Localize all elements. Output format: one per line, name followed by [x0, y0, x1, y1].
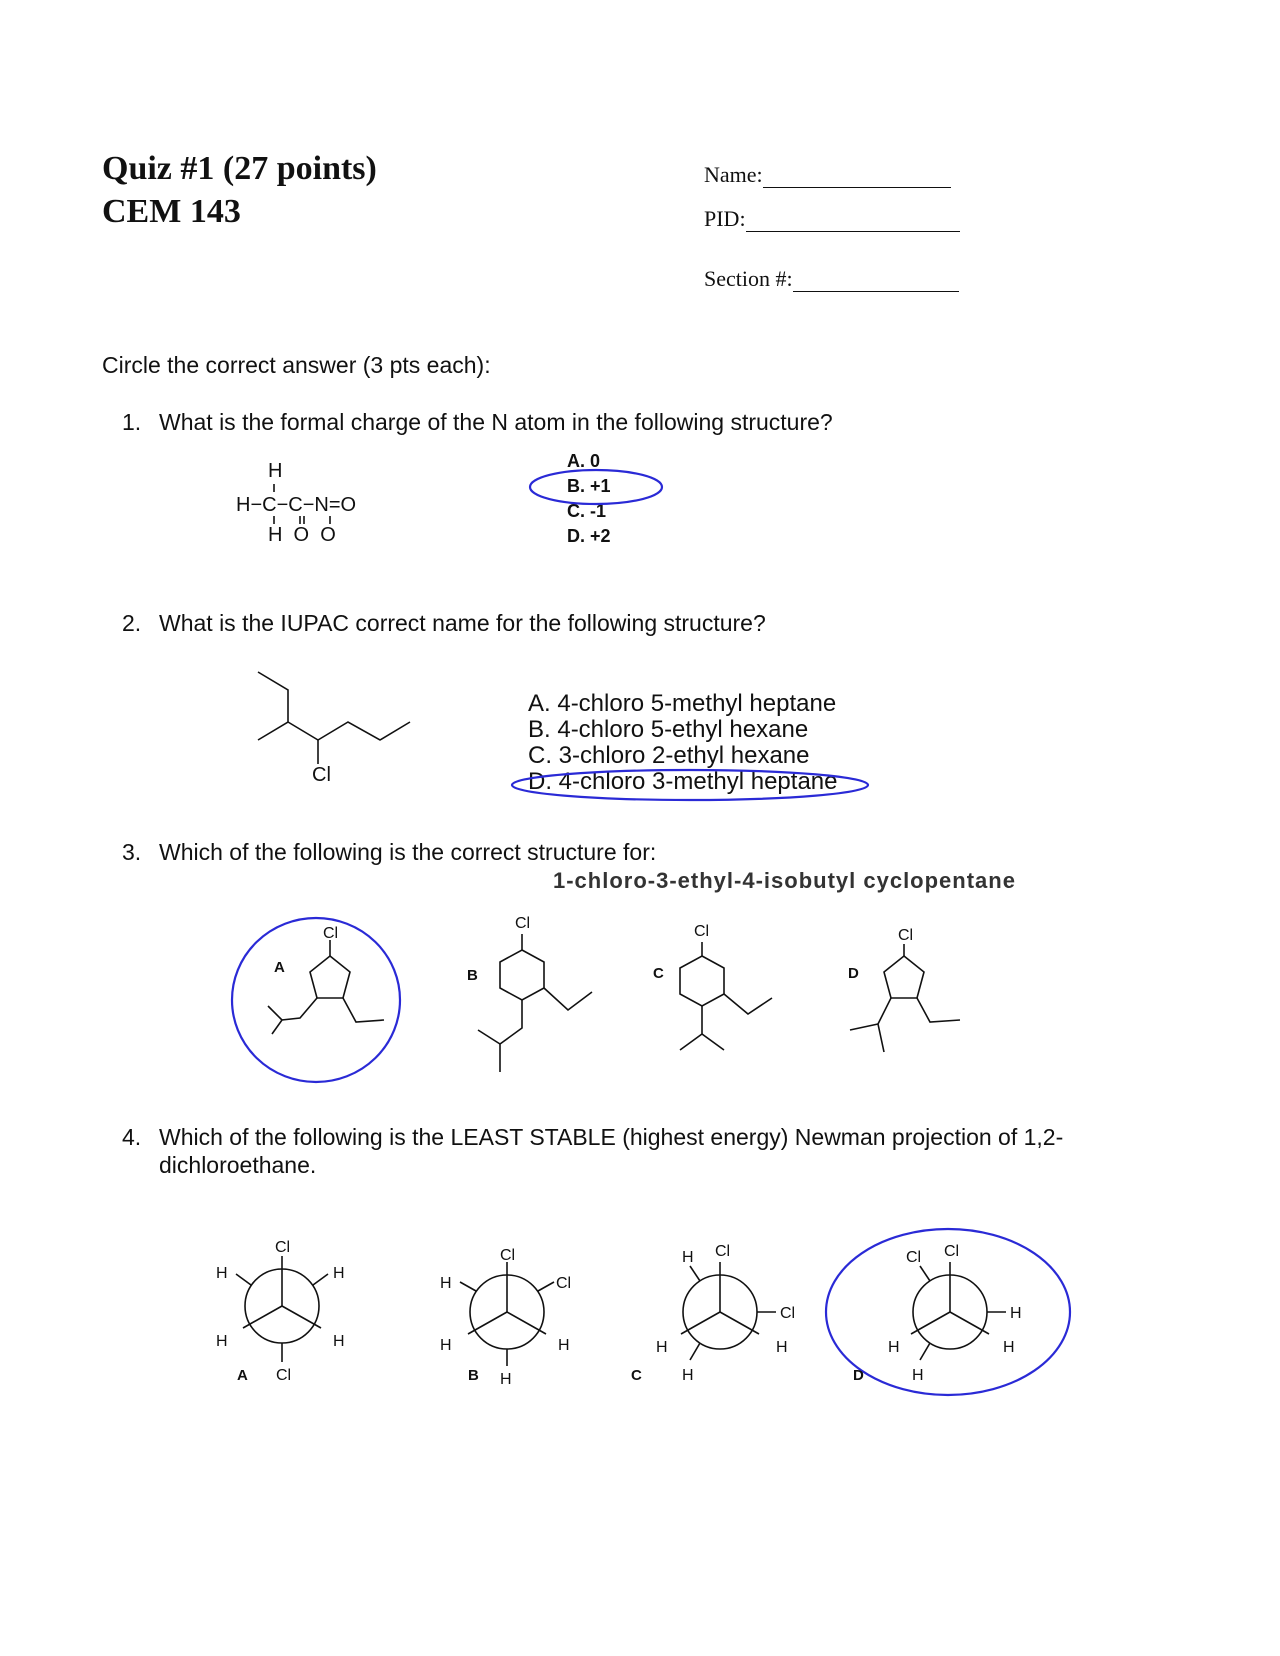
q3-structure-d	[850, 944, 960, 1052]
section-label: Section #:	[704, 266, 793, 291]
newman-a-h-ur: H	[333, 1265, 345, 1282]
q1-text: What is the formal charge of the N atom in the following structure?	[159, 409, 833, 435]
q3-cl-b: Cl	[515, 915, 531, 932]
answer-circle-q2	[512, 770, 868, 800]
q1-struct-bottom: H O O	[268, 524, 336, 546]
newman-a-h-ll: H	[216, 1333, 228, 1350]
q1-number: 1.	[122, 409, 142, 435]
newman-b-h-bottom: H	[500, 1371, 512, 1388]
newman-c-h-ll: H	[656, 1339, 668, 1356]
q2-number: 2.	[122, 610, 142, 636]
q2-skeleton-right	[288, 722, 410, 740]
q2-option-c[interactable]: C. 3-chloro 2-ethyl hexane	[528, 742, 810, 769]
newman-b-h-ul: H	[440, 1275, 452, 1292]
newman-a-h-lr: H	[333, 1333, 345, 1350]
q3-target-name: 1-chloro-3-ethyl-4-isobutyl cyclopentane	[553, 868, 1016, 893]
newman-b-cl-ur: Cl	[556, 1275, 572, 1292]
q3-text: Which of the following is the correct structure for:	[159, 839, 657, 865]
q4-number: 4.	[122, 1124, 142, 1150]
q1-struct-main: H−C−C−N=O	[236, 494, 357, 516]
newman-c-h-tl: H	[682, 1249, 694, 1266]
newman-b-cl-top: Cl	[500, 1247, 516, 1264]
q4-label-a: A	[237, 1367, 248, 1384]
course-code: CEM 143	[102, 193, 241, 230]
quiz-title: Quiz #1 (27 points)	[102, 150, 377, 187]
q2-cl-label: Cl	[312, 764, 331, 786]
newman-d	[911, 1262, 1006, 1360]
newman-d-h-ll: H	[888, 1339, 900, 1356]
newman-d-cl-top: Cl	[944, 1243, 960, 1260]
q3-number: 3.	[122, 839, 142, 865]
newman-a-cl-top: Cl	[275, 1239, 291, 1256]
newman-d-h-right: H	[1010, 1305, 1022, 1322]
q2-skeleton-chain	[258, 672, 288, 740]
q1-structure-bonds	[274, 484, 330, 524]
q2-option-d[interactable]: D. 4-chloro 3-methyl heptane	[528, 768, 838, 795]
q3-cl-c: Cl	[694, 923, 710, 940]
newman-b	[460, 1262, 554, 1366]
name-label: Name:	[704, 162, 763, 187]
newman-a-h-ul: H	[216, 1265, 228, 1282]
q3-label-b: B	[467, 967, 478, 984]
q2-text: What is the IUPAC correct name for the following structure?	[159, 610, 766, 636]
q4-text-2: dichloroethane.	[159, 1152, 317, 1178]
q3-label-d: D	[848, 965, 859, 982]
q2-option-b[interactable]: B. 4-chloro 5-ethyl hexane	[528, 716, 809, 743]
newman-d-h-lr: H	[1003, 1339, 1015, 1356]
q1-option-a[interactable]: A. 0	[567, 451, 601, 471]
q1-option-c[interactable]: C. -1	[567, 501, 607, 521]
q1-option-d[interactable]: D. +2	[567, 526, 611, 546]
q1-struct-top: H	[268, 460, 283, 482]
q1-option-b[interactable]: B. +1	[567, 476, 611, 496]
newman-b-h-lr: H	[558, 1337, 570, 1354]
q3-structure-b	[478, 934, 592, 1072]
q3-label-a: A	[274, 959, 285, 976]
q3-cl-a: Cl	[323, 925, 339, 942]
q3-structure-a	[268, 940, 384, 1034]
newman-b-h-ll: H	[440, 1337, 452, 1354]
instructions: Circle the correct answer (3 pts each):	[102, 352, 491, 378]
newman-d-h-bottom: H	[912, 1367, 924, 1384]
q4-text: Which of the following is the LEAST STABLE (highest energy) Newman projection of 1,2-	[159, 1124, 1064, 1150]
q4-label-c: C	[631, 1367, 642, 1384]
newman-c-cl-right: Cl	[780, 1305, 796, 1322]
q3-cl-d: Cl	[898, 927, 914, 944]
newman-c-h-lr: H	[776, 1339, 788, 1356]
newman-c-cl-top: Cl	[715, 1243, 731, 1260]
q3-structure-c	[680, 942, 772, 1050]
newman-d-cl-tl: Cl	[906, 1249, 922, 1266]
q4-label-b: B	[468, 1367, 479, 1384]
q3-label-c: C	[653, 965, 664, 982]
newman-c-h-bottom: H	[682, 1367, 694, 1384]
newman-a	[236, 1256, 328, 1362]
pid-label: PID:	[704, 206, 746, 231]
q2-option-a[interactable]: A. 4-chloro 5-methyl heptane	[528, 690, 837, 717]
newman-a-cl-bottom: Cl	[276, 1367, 292, 1384]
q4-label-d: D	[853, 1367, 864, 1384]
answer-circle-q1	[530, 470, 662, 504]
newman-c	[681, 1262, 776, 1360]
